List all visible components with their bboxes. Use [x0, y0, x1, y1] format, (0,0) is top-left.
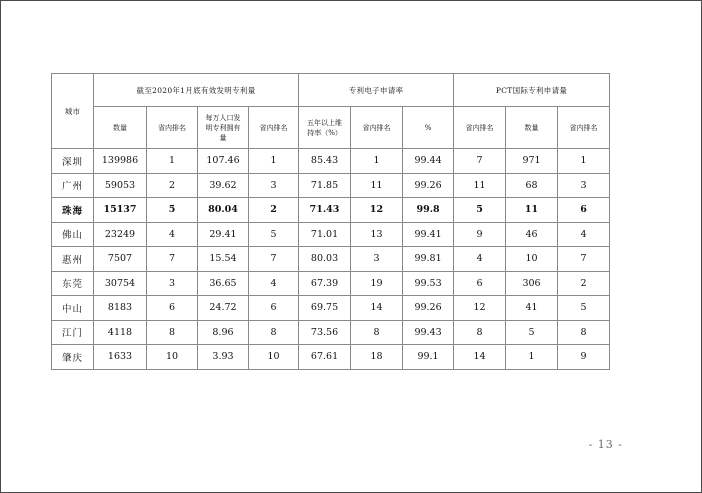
table-cell: 85.43	[299, 149, 351, 174]
sub-header-rank: 省内排名	[249, 107, 299, 149]
table-cell: 1	[351, 149, 403, 174]
table-row	[52, 173, 610, 198]
table-cell: 4118	[94, 320, 147, 345]
group-header-pct-applications: PCT国际专利申请量	[454, 74, 610, 107]
table-cell: 12	[454, 296, 506, 321]
header-row-subcolumns	[52, 107, 610, 149]
table-cell: 29.41	[198, 222, 249, 247]
table-cell: 19	[351, 271, 403, 296]
table-cell: 7	[249, 247, 299, 272]
table-cell: 5	[147, 198, 198, 223]
table-cell: 71.43	[299, 198, 351, 223]
table-cell: 7507	[94, 247, 147, 272]
table-row	[52, 149, 610, 174]
table-cell: 14	[351, 296, 403, 321]
table-cell: 8183	[94, 296, 147, 321]
table-cell: 3	[249, 173, 299, 198]
sub-header-rank: 省内排名	[351, 107, 403, 149]
table-cell: 7	[147, 247, 198, 272]
table-cell: 971	[506, 149, 558, 174]
table-cell: 9	[558, 345, 610, 370]
table-cell: 1	[147, 149, 198, 174]
page-number: - 13 -	[588, 438, 623, 451]
table-cell: 4	[249, 271, 299, 296]
table-cell: 5	[558, 296, 610, 321]
table-cell: 139986	[94, 149, 147, 174]
table-cell: 6	[249, 296, 299, 321]
table-cell: 8	[351, 320, 403, 345]
table-cell: 41	[506, 296, 558, 321]
table-row	[52, 198, 610, 223]
city-cell: 佛山	[52, 222, 94, 247]
table-cell: 8	[558, 320, 610, 345]
table-cell: 99.41	[403, 222, 454, 247]
city-cell: 江门	[52, 320, 94, 345]
table-cell: 99.43	[403, 320, 454, 345]
table-cell: 99.8	[403, 198, 454, 223]
sub-header-rank: 省内排名	[558, 107, 610, 149]
table-cell: 1	[506, 345, 558, 370]
table-cell: 2	[249, 198, 299, 223]
group-header-electronic-filing: 专利电子申请率	[299, 74, 454, 107]
table-cell: 67.61	[299, 345, 351, 370]
table-cell: 8.96	[198, 320, 249, 345]
table-cell: 1	[558, 149, 610, 174]
table-cell: 3	[351, 247, 403, 272]
table-cell: 67.39	[299, 271, 351, 296]
table-cell: 11	[454, 173, 506, 198]
table-cell: 99.1	[403, 345, 454, 370]
table-body	[52, 149, 610, 370]
city-column-header: 城市	[52, 74, 94, 149]
table-cell: 3	[558, 173, 610, 198]
table-row	[52, 320, 610, 345]
city-cell: 东莞	[52, 271, 94, 296]
table-cell: 8	[249, 320, 299, 345]
table-row	[52, 222, 610, 247]
table-cell: 5	[454, 198, 506, 223]
table-cell: 11	[506, 198, 558, 223]
city-cell: 广州	[52, 173, 94, 198]
city-cell: 中山	[52, 296, 94, 321]
table-cell: 71.01	[299, 222, 351, 247]
table-cell: 1	[249, 149, 299, 174]
city-cell: 惠州	[52, 247, 94, 272]
header-row-groups	[52, 74, 610, 107]
table-cell: 107.46	[198, 149, 249, 174]
table-cell: 24.72	[198, 296, 249, 321]
table-cell: 39.62	[198, 173, 249, 198]
table-cell: 306	[506, 271, 558, 296]
patent-statistics-table	[51, 73, 610, 370]
table-row	[52, 296, 610, 321]
table-row	[52, 247, 610, 272]
table-cell: 7	[454, 149, 506, 174]
sub-header-count: 数量	[94, 107, 147, 149]
city-cell: 肇庆	[52, 345, 94, 370]
sub-header-five-year-rate: 五年以上维持率（%）	[299, 107, 351, 149]
table-cell: 59053	[94, 173, 147, 198]
table-cell: 6	[454, 271, 506, 296]
sub-header-rank: 省内排名	[147, 107, 198, 149]
table-cell: 2	[558, 271, 610, 296]
sub-header-percent: %	[403, 107, 454, 149]
table-cell: 2	[147, 173, 198, 198]
table-cell: 99.26	[403, 296, 454, 321]
table-cell: 6	[147, 296, 198, 321]
table-cell: 99.81	[403, 247, 454, 272]
table-cell: 13	[351, 222, 403, 247]
table-row	[52, 271, 610, 296]
table-cell: 8	[147, 320, 198, 345]
table-cell: 3	[147, 271, 198, 296]
table-cell: 68	[506, 173, 558, 198]
table-cell: 4	[147, 222, 198, 247]
table-row	[52, 345, 610, 370]
table-cell: 80.03	[299, 247, 351, 272]
table-cell: 10	[147, 345, 198, 370]
table-cell: 99.53	[403, 271, 454, 296]
table-cell: 5	[249, 222, 299, 247]
table-cell: 36.65	[198, 271, 249, 296]
table-cell: 12	[351, 198, 403, 223]
table-cell: 15.54	[198, 247, 249, 272]
sub-header-count: 数量	[506, 107, 558, 149]
table-cell: 4	[558, 222, 610, 247]
table-cell: 80.04	[198, 198, 249, 223]
table-cell: 69.75	[299, 296, 351, 321]
sub-header-per-10k: 每万人口发明专利拥有量	[198, 107, 249, 149]
table-cell: 99.44	[403, 149, 454, 174]
table-cell: 11	[351, 173, 403, 198]
table-cell: 46	[506, 222, 558, 247]
city-cell: 珠海	[52, 198, 94, 223]
table-cell: 5	[506, 320, 558, 345]
table-cell: 8	[454, 320, 506, 345]
table-cell: 6	[558, 198, 610, 223]
table-cell: 9	[454, 222, 506, 247]
table-cell: 73.56	[299, 320, 351, 345]
table-cell: 30754	[94, 271, 147, 296]
table-cell: 99.26	[403, 173, 454, 198]
table-cell: 15137	[94, 198, 147, 223]
table-cell: 4	[454, 247, 506, 272]
table-cell: 7	[558, 247, 610, 272]
group-header-invention-patents: 截至2020年1月底有效发明专利量	[94, 74, 299, 107]
table-cell: 18	[351, 345, 403, 370]
sub-header-rank: 省内排名	[454, 107, 506, 149]
table-cell: 10	[249, 345, 299, 370]
table-cell: 23249	[94, 222, 147, 247]
table-cell: 71.85	[299, 173, 351, 198]
table-cell: 10	[506, 247, 558, 272]
table-cell: 1633	[94, 345, 147, 370]
table-cell: 14	[454, 345, 506, 370]
city-cell: 深圳	[52, 149, 94, 174]
table-cell: 3.93	[198, 345, 249, 370]
